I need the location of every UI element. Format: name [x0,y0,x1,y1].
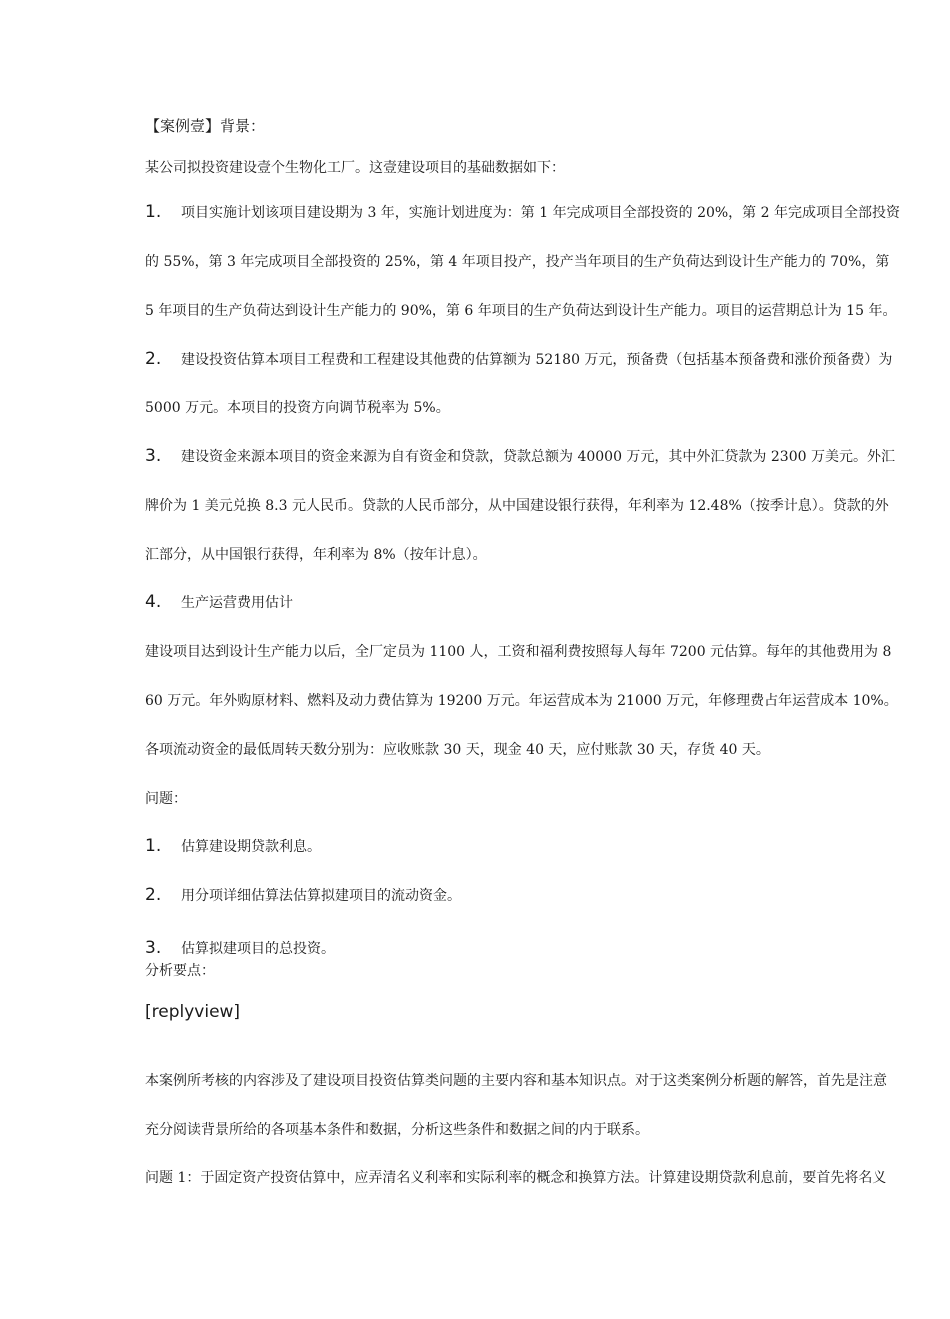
question-1-text: 估算建设期贷款利息。 [181,839,321,855]
item3-number: 3. [145,446,162,466]
question-2-number: 2. [145,885,162,905]
questions-label: 问题： [145,791,187,807]
item3-line2: 牌价为 1 美元兑换 8.3 元人民币。贷款的人民币部分，从中国建设银行获得，年利率为 12.48%（按季计息）。贷款的外 [145,498,889,514]
analysis-line1: 本案例所考核的内容涉及了建设项目投资估算类问题的主要内容和基本知识点。对于这类案例分析题的解答，首先是注意 [145,1073,887,1089]
item4-number: 4. [145,592,162,612]
item4-line2: 60 万元。年外购原材料、燃料及动力费估算为 19200 万元。年运营成本为 21000 万元，年修理费占年运营成本 10%。 [145,693,898,709]
question-1-number: 1. [145,836,162,856]
question-1 [145,836,935,856]
analysis-line2: 充分阅读背景所给的各项基本条件和数据，分析这些条件和数据之间的内于联系。 [145,1122,649,1138]
item2-number: 2. [145,349,162,369]
item2-line1 [145,349,935,369]
item2-text-1: 建设投资估算本项目工程费和工程建设其他费的估算额为 52180 万元，预备费（包括基本预备费和涨价预备费）为 [181,352,893,368]
question-3-number: 3. [145,938,162,958]
question-3 [145,938,935,958]
item4-line1: 建设项目达到设计生产能力以后，全厂定员为 1100 人，工资和福利费按照每人每年 7200 元估算。每年的其他费用为 8 [145,644,892,660]
analysis-label: 分析要点： [145,963,215,979]
item3-line1 [145,446,935,466]
item4-title: 生产运营费用估计 [181,595,293,611]
intro-text: 某公司拟投资建设壹个生物化工厂。这壹建设项目的基础数据如下： [145,160,565,176]
item3-text-1: 建设资金来源本项目的资金来源为自有资金和贷款，贷款总额为 40000 万元，其中外汇贷款为 2300 万美元。外汇 [181,449,895,465]
item4-line3: 各项流动资金的最低周转天数分别为：应收账款 30 天，现金 40 天，应付账款 30 天，存货 40 天。 [145,742,770,758]
item2-line2: 5000 万元。本项目的投资方向调节税率为 5%。 [145,400,450,416]
item1-line3: 5 年项目的生产负荷达到设计生产能力的 90%，第 6 年项目的生产负荷达到设计生产能力。项目的运营期总计为 15 年。 [145,303,897,319]
item1-line1 [145,202,935,222]
case-heading: 【案例壹】背景： [145,117,266,135]
replyview-tag: [replyview] [145,1002,241,1022]
item3-line3: 汇部分，从中国银行获得，年利率为 8%（按年计息）。 [145,547,487,563]
item4-title-line [145,592,935,612]
item1-text-1: 项目实施计划该项目建设期为 3 年，实施计划进度为：第 1 年完成项目全部投资的 20%，第 2 年完成项目全部投资 [181,205,900,221]
analysis-line3: 问题 1：于固定资产投资估算中，应弄清名义利率和实际利率的概念和换算方法。计算建设期贷款利息前，要首先将名义 [145,1170,887,1186]
question-2 [145,885,935,905]
item1-number: 1. [145,202,162,222]
question-2-text: 用分项详细估算法估算拟建项目的流动资金。 [181,888,461,904]
item1-line2: 的 55%，第 3 年完成项目全部投资的 25%，第 4 年项目投产，投产当年项目的生产负荷达到设计生产能力的 70%，第 [145,254,890,270]
question-3-text: 估算拟建项目的总投资。 [181,941,335,957]
